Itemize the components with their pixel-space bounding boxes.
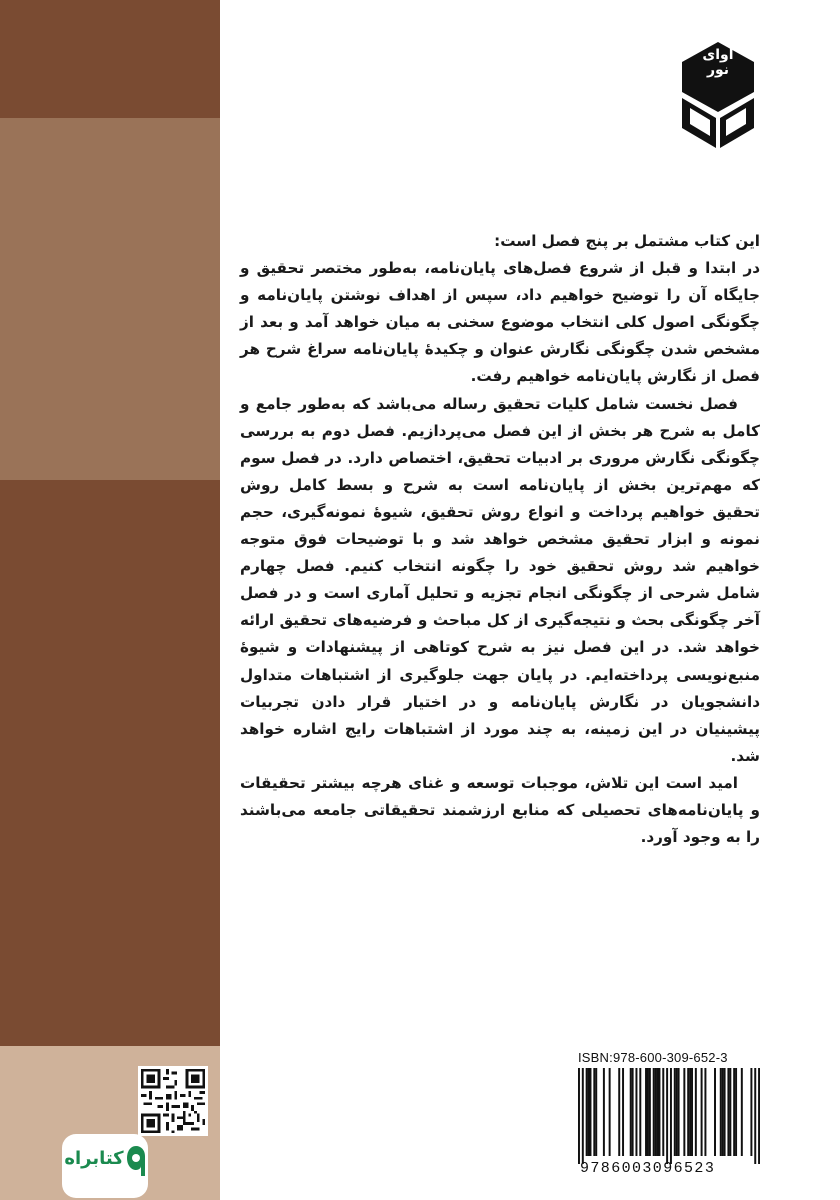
barcode-bar xyxy=(720,1068,722,1156)
barcode-bar xyxy=(691,1068,693,1156)
isbn-label: ISBN:978-600-309-652-3 xyxy=(578,1050,728,1065)
barcode-bar xyxy=(632,1068,634,1156)
barcode-bar xyxy=(666,1068,668,1164)
ketabrah-logo-icon xyxy=(126,1144,146,1178)
barcode-bar xyxy=(695,1068,697,1156)
barcode-bar xyxy=(655,1068,657,1156)
barcode-bar xyxy=(603,1068,605,1156)
barcode-bar xyxy=(630,1068,632,1156)
barcode-bar xyxy=(609,1068,611,1156)
barcode-bar xyxy=(701,1068,703,1156)
barcode-bar xyxy=(657,1068,659,1156)
color-band-dark xyxy=(0,480,220,1046)
paragraph-1: در ابتدا و قبل از شروع فصل‌های پایان‌نامه، به‌طور مختصر تحقیق و جایگاه آن را توضیح خواهیم داد، سپس از اهداف نوشتن پایان‌نامه و چگونگی اصول کلی انتخاب موضوع سخنی به میان خواهد آمد و بعد از مشخص شدن چگونگی نگارش عنوان و چکیدهٔ پایان‌نامه سراغ شرح هر فصل از نگارش پایان‌نامه خواهیم رفت. xyxy=(240,259,760,386)
barcode-bar xyxy=(582,1068,584,1164)
barcode-bar xyxy=(683,1068,685,1156)
barcode-bar xyxy=(758,1068,760,1164)
logo-line-2: نور xyxy=(706,62,730,78)
color-band-dark-top xyxy=(0,0,220,118)
publisher-badge[interactable] xyxy=(62,1134,148,1198)
barcode-bar xyxy=(674,1068,676,1156)
barcode-bar xyxy=(589,1068,591,1156)
barcode-bar xyxy=(750,1068,752,1156)
barcode-bar xyxy=(578,1068,580,1164)
back-cover-text xyxy=(240,228,760,851)
paragraph-3: امید است این تلاش، موجبات توسعه و غنای هرچه بیشتر تحقیقات و پایان‌نامه‌های تحصیلی که منابع ارزشمند تحقیقاتی جامعه می‌باشند را به وجود آورد. xyxy=(240,773,760,847)
barcode-bar xyxy=(639,1068,641,1156)
barcode-bar xyxy=(588,1068,590,1156)
cover-color-strip xyxy=(0,0,220,1200)
barcode-bar xyxy=(714,1068,716,1156)
intro-line: این کتاب مشتمل بر پنج فصل است: xyxy=(494,232,760,250)
barcode-bar xyxy=(653,1068,655,1156)
barcode-bar xyxy=(670,1068,672,1164)
barcode-bar xyxy=(687,1068,689,1156)
barcode-bar xyxy=(754,1068,756,1164)
barcode-bar xyxy=(689,1068,691,1156)
barcode-bar xyxy=(618,1068,620,1156)
barcode-bar xyxy=(647,1068,649,1156)
barcode-icon xyxy=(578,1068,760,1164)
barcode-bar xyxy=(722,1068,724,1156)
color-band-mid xyxy=(0,118,220,480)
barcode-bar xyxy=(724,1068,726,1156)
barcode-bar xyxy=(704,1068,706,1156)
barcode-bar xyxy=(595,1068,597,1156)
barcode-bar xyxy=(741,1068,743,1156)
qr-code-icon xyxy=(138,1066,208,1136)
publisher-name: کتابراه xyxy=(64,1148,124,1169)
paragraph-2: فصل نخست شامل کلیات تحقیق رساله می‌باشد که به‌طور جامع و کامل به شرح هر بخش از این فصل می‌پردازیم. فصل دوم به بررسی چگونگی نگارش مروری بر ادبیات تحقیق، اختصاص دارد. در فصل سوم که مهم‌ترین بخش از پایان‌نامه است به شرح و بسط کامل روش تحقیق خواهیم پرداخت و انواع روش تحقیق، شیوهٔ نمونه‌گیری، حجم نمونه و ابزار تحقیق مشخص خواهد شد و با توضیحات فوق متوجه خواهیم شد روش تحقیق خود را چگونه انتخاب کنیم. فصل چهارم شامل شرحی از چگونگی انجام تجزیه و تحلیل آماری است و در فصل آخر چگونگی بحث و نتیجه‌گیری از کل مباحث و فرضیه‌های تحقیق ارائه خواهد شد. در این فصل نیز به شرح کوتاهی از پیشنهادات و شیوهٔ منبع‌نویسی پرداخته‌ایم. در پایان جهت جلوگیری از اشتباهات متداول دانشجویان در نگارش پایان‌نامه و در اختیار قرار دادن تجربیات پیشینیان در این زمینه، به چند مورد از اشتباهات رایج اشاره خواهد شد. xyxy=(240,394,760,765)
barcode-bar xyxy=(649,1068,651,1156)
barcode-bar xyxy=(727,1068,729,1156)
barcode-bar xyxy=(729,1068,731,1156)
barcode-bar xyxy=(622,1068,624,1156)
barcode-bar xyxy=(676,1068,678,1156)
logo-text xyxy=(676,48,760,78)
barcode-bar xyxy=(645,1068,647,1156)
barcode-bar xyxy=(593,1068,595,1156)
barcode-digits: 9786003096523 xyxy=(580,1160,716,1177)
barcode-bar xyxy=(658,1068,660,1156)
barcode-bar xyxy=(635,1068,637,1156)
logo-line-1: آوای xyxy=(702,47,734,63)
barcode-bar xyxy=(733,1068,735,1156)
barcode-bar xyxy=(662,1068,664,1156)
barcode-bar xyxy=(678,1068,680,1156)
barcode-bar xyxy=(586,1068,588,1156)
publisher-logo xyxy=(676,40,760,150)
barcode-bar xyxy=(735,1068,737,1156)
